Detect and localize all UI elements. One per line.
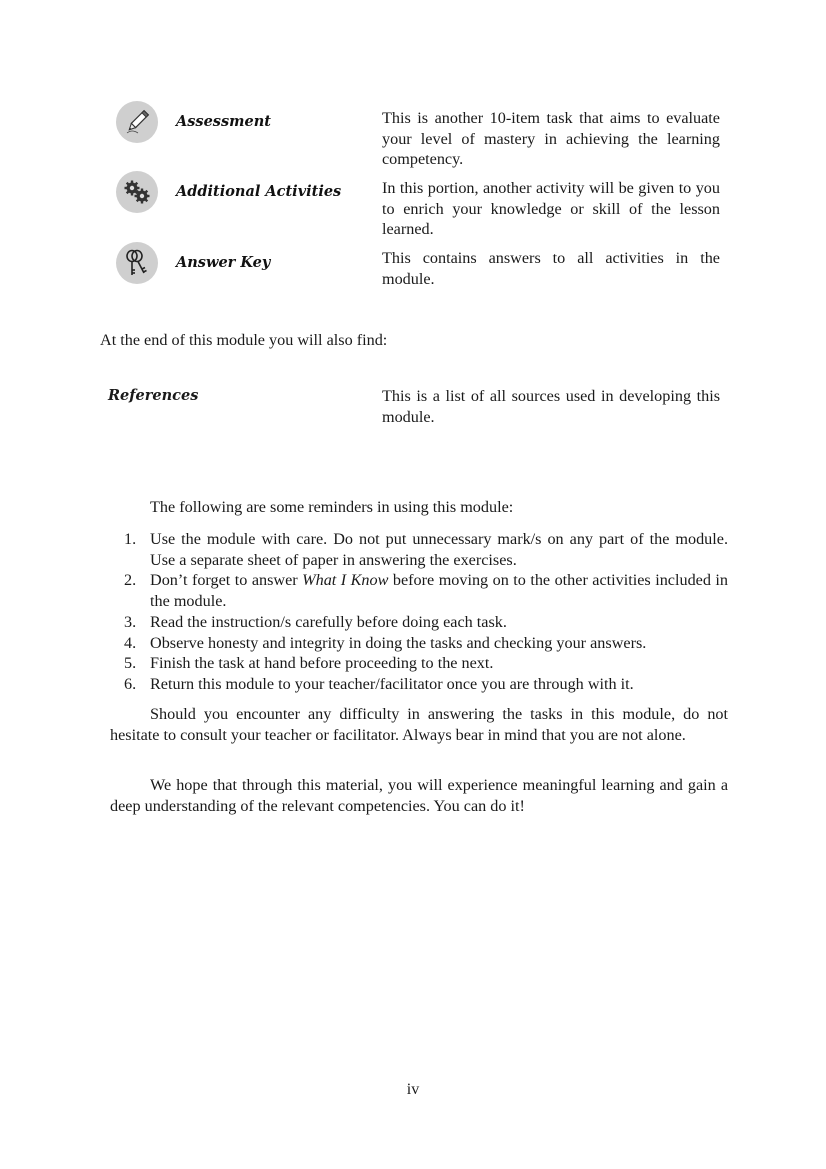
legend-term: Assessment <box>176 113 271 130</box>
pencil-icon <box>116 101 158 143</box>
reminder-item: 5. Finish the task at hand before proceeding to the next. <box>124 654 494 673</box>
closing-paragraph-hope: We hope that through this material, you will experience meaningful learning and gain a deep understanding of the relevant competencies. You can do it! <box>110 776 728 815</box>
reminder-item: 6. Return this module to your teacher/facilitator once you are through with it. <box>124 674 634 693</box>
keys-icon <box>116 242 158 284</box>
legend-description: This is another 10-item task that aims to evaluate your level of mastery in achieving the learning competency. <box>382 109 720 168</box>
reminder-item: 1. Use the module with care. Do not put unnecessary mark/s on any part of the module. Use a separate sheet of paper in answering the exercises. <box>124 530 728 569</box>
legend-description: In this portion, another activity will be given to you to enrich your knowledge or skill of the lesson learned. <box>382 179 720 238</box>
reminder-item: 2. Don’t forget to answer What I Know before moving on to the other activities included in the module. <box>124 571 728 611</box>
reminder-item: 4. Observe honesty and integrity in doing the tasks and checking your answers. <box>124 633 647 652</box>
legend-term: Additional Activities <box>176 183 342 200</box>
legend-description: This contains answers to all activities in the module. <box>382 249 720 288</box>
closing-paragraph-difficulty: Should you encounter any difficulty in answering the tasks in this module, do not hesitate to consult your teacher or facilitator. Always bear in mind that you are not alone. <box>110 705 728 744</box>
what-i-know-emphasis: What I Know <box>302 571 389 590</box>
page-number: iv <box>406 1081 420 1098</box>
end-of-module-intro: At the end of this module you will also find: <box>100 331 388 349</box>
references-term: References <box>108 387 199 404</box>
references-description: This is a list of all sources used in developing this module. <box>382 387 720 426</box>
reminder-item: 3. Read the instruction/s carefully before doing each task. <box>124 612 507 631</box>
legend-term: Answer Key <box>176 254 271 271</box>
reminders-list <box>112 529 728 695</box>
reminders-intro: The following are some reminders in using this module: <box>150 498 514 516</box>
gears-icon <box>116 171 158 213</box>
